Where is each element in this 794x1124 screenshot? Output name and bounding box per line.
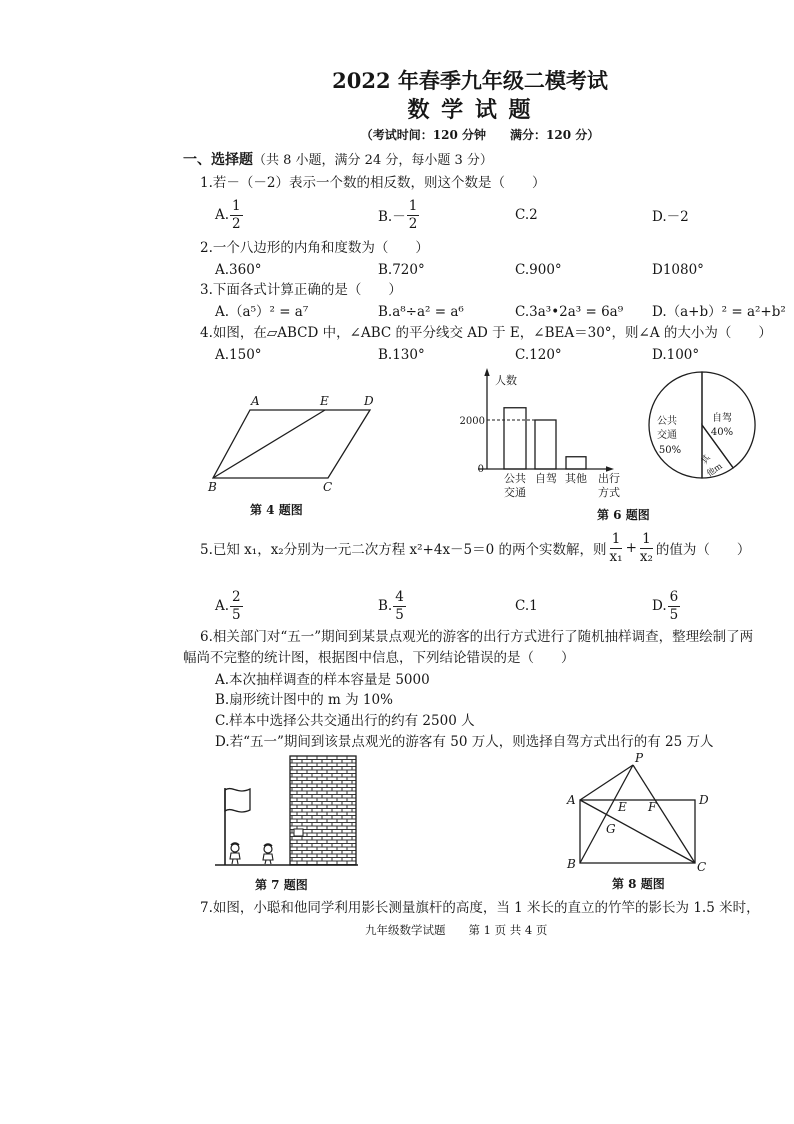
child-1-legs: [232, 859, 238, 864]
numerator: 4: [395, 588, 404, 605]
section-heading: [183, 151, 493, 170]
fraction-1-over-x2: [638, 531, 655, 566]
section-label: 一、选择题: [183, 152, 253, 168]
section-description: （共 8 小题，满分 24 分，每小题 3 分）: [253, 153, 493, 168]
figure-6-pie-chart: [645, 368, 760, 483]
question-6-stem-line-1: 6.相关部门对“五一”期间到某景点观光的游客的出行方式进行了随机抽样调查，整理绘制了两: [200, 629, 754, 645]
fraction: [230, 589, 243, 624]
option-label: D.: [652, 598, 667, 614]
pie-label-other-1: 其: [699, 453, 713, 467]
question-6-stem-line-2: 幅尚不完整的统计图，根据图中信息，下列结论错误的是（ ）: [183, 650, 575, 666]
question-2-stem: 2.一个八边形的内角和度数为（ ）: [200, 240, 429, 256]
y-axis-label: 人数: [495, 374, 517, 387]
bisector-be: [213, 410, 325, 478]
pie-label-self-driving: 自驾: [712, 413, 732, 424]
denominator: 2: [408, 215, 418, 232]
numerator: 1: [611, 530, 621, 547]
point-label-b: B: [208, 480, 217, 494]
numerator: 1: [232, 197, 241, 214]
point-label-c: C: [697, 860, 707, 874]
plus-sign: +: [625, 540, 637, 556]
point-label-g: G: [606, 822, 616, 836]
question-7-stem-line-1: 7.如图，小聪和他同学利用影长测量旗杆的高度，当 1 米长的直立的竹竿的影长为 1.5 米时，: [200, 900, 760, 916]
numerator: 1: [408, 197, 418, 214]
question-4-option-a: A.150°: [215, 347, 262, 363]
question-4-option-c: C.120°: [515, 347, 562, 363]
point-label-d: D: [699, 793, 709, 807]
denominator: 5: [395, 606, 404, 623]
question-6-option-c: C.样本中选择公共交通出行的约有 2500 人: [215, 713, 475, 729]
brick-wall: [290, 756, 356, 865]
question-5-stem-before: 5.已知 x₁，x₂分别为一元二次方程 x²+4x－5＝0 的两个实数解，则: [200, 542, 607, 558]
bar-other: [566, 457, 586, 469]
fraction: [393, 589, 406, 624]
bar-self-driving: [535, 420, 556, 469]
point-label-e: E: [618, 800, 627, 814]
flag-shadow-on-wall: [294, 829, 303, 836]
point-label-a: A: [567, 793, 576, 807]
denominator: x₂: [639, 548, 653, 565]
question-4-option-b: B.130°: [378, 347, 425, 363]
exam-info: （考试时间：120 分钟 满分：120 分）: [360, 128, 600, 142]
question-1-option-a: [215, 196, 244, 234]
point-label-c: C: [323, 480, 333, 494]
question-1-stem: 1.若－（－2）表示一个数的相反数，则这个数是（ ）: [200, 175, 546, 191]
question-1-option-c: C.2: [515, 207, 538, 223]
option-label: B.－: [378, 209, 406, 225]
question-2-option-a: A.360°: [215, 262, 262, 278]
y-axis-arrow: [484, 368, 489, 376]
question-2-option-d: D1080°: [652, 262, 704, 278]
subject-title: 数 学 试 题: [407, 97, 533, 123]
category-label-self-driving: 自驾: [535, 472, 557, 485]
point-label-a: A: [251, 394, 260, 408]
x-axis-label-1: 出行: [598, 472, 620, 485]
question-5-option-c: C.1: [515, 598, 538, 614]
category-label-other: 其他: [565, 472, 587, 485]
segment-pc: [633, 765, 695, 863]
segment-pa: [580, 765, 633, 800]
question-6-option-d: D.若“五一”期间到该景点观光的游客有 50 万人，则选择自驾方式出行的有 25 万人: [215, 734, 714, 750]
child-2-legs: [265, 860, 271, 864]
question-3-option-b: B.a⁸÷a² = a⁶: [378, 304, 464, 320]
exam-title: 2022 年春季九年级二模考试: [332, 68, 608, 93]
child-1-head: [231, 844, 239, 852]
point-label-p: P: [635, 751, 644, 765]
question-5-stem: [200, 529, 750, 567]
figure-6-caption: 第 6 题图: [597, 508, 650, 522]
y-tick-label-0: 0: [477, 464, 484, 475]
child-1-body: [230, 853, 240, 859]
child-figure-1: [230, 843, 240, 864]
question-2-option-b: B.720°: [378, 262, 425, 278]
fraction: [230, 198, 243, 233]
question-3-stem: 3.下面各式计算正确的是（ ）: [200, 282, 402, 298]
figure-7-caption: 第 7 题图: [255, 878, 308, 892]
figure-4-caption: 第 4 题图: [250, 503, 303, 517]
bar-public-transport: [504, 408, 526, 469]
child-2-head: [264, 845, 272, 853]
question-1-option-b: [378, 196, 420, 234]
question-5-option-d: [652, 587, 681, 625]
numerator: 6: [669, 588, 679, 605]
pie-label-public-1: 公共: [657, 416, 677, 427]
figure-8-caption: 第 8 题图: [612, 877, 665, 891]
question-5-option-b: [378, 587, 407, 625]
x-axis-label-2: 方式: [598, 486, 620, 499]
question-6-option-b: B.扇形统计图中的 m 为 10%: [215, 692, 393, 708]
numerator: 1: [642, 530, 651, 547]
question-6-option-a: A.本次抽样调查的样本容量是 5000: [215, 672, 430, 688]
flag: [225, 789, 250, 812]
question-5-option-a: [215, 587, 244, 625]
category-label-public-2: 交通: [504, 486, 526, 499]
question-3-option-a: A.（a⁵）² = a⁷: [215, 304, 309, 320]
category-label-public-1: 公共: [504, 472, 526, 485]
question-3-option-d: D.（a+b）² = a²+b²: [652, 304, 786, 320]
point-label-b: B: [567, 857, 576, 871]
denominator: 2: [232, 215, 241, 232]
option-label: A.: [215, 598, 230, 614]
denominator: 5: [669, 606, 679, 623]
pie-label-public-2: 交通: [657, 430, 677, 441]
question-5-stem-after: 的值为（ ）: [655, 542, 751, 558]
pie-percent-public: 50%: [658, 445, 682, 456]
question-3-option-c: C.3a³•2a³ = 6a⁹: [515, 304, 624, 320]
fraction: [668, 589, 681, 624]
figure-6-bar-chart: [455, 365, 625, 505]
child-figure-2: [263, 844, 273, 864]
parallelogram-abcd: [213, 410, 370, 478]
point-label-f: F: [648, 800, 657, 814]
fraction: [407, 198, 420, 233]
figure-8-rectangle: [560, 752, 720, 874]
child-2-body: [263, 854, 273, 860]
denominator: 5: [232, 606, 241, 623]
question-4-stem: 4.如图，在▱ABCD 中，∠ABC 的平分线交 AD 于 E，∠BEA＝30°，则∠A 的大小为（ ）: [200, 325, 772, 341]
figure-7-flagpole-scene: [210, 752, 365, 870]
x-axis-arrow: [606, 466, 614, 471]
numerator: 2: [232, 588, 241, 605]
pie-percent-self-driving: 40%: [710, 427, 734, 438]
question-1-option-d: D.－2: [652, 209, 689, 225]
point-label-e: E: [320, 394, 329, 408]
fraction-1-over-x1: [608, 531, 625, 566]
y-tick-label-2000: 2000: [459, 416, 485, 427]
pie-label-other-2: 他m: [705, 461, 725, 480]
page-footer: 九年级数学试题 第 1 页 共 4 页: [365, 923, 548, 937]
denominator: x₁: [609, 548, 623, 565]
option-label: A.: [215, 207, 230, 223]
question-2-option-c: C.900°: [515, 262, 562, 278]
figure-4-parallelogram: [200, 390, 380, 498]
question-4-option-d: D.100°: [652, 347, 700, 363]
option-label: B.: [378, 598, 393, 614]
point-label-d: D: [364, 394, 374, 408]
